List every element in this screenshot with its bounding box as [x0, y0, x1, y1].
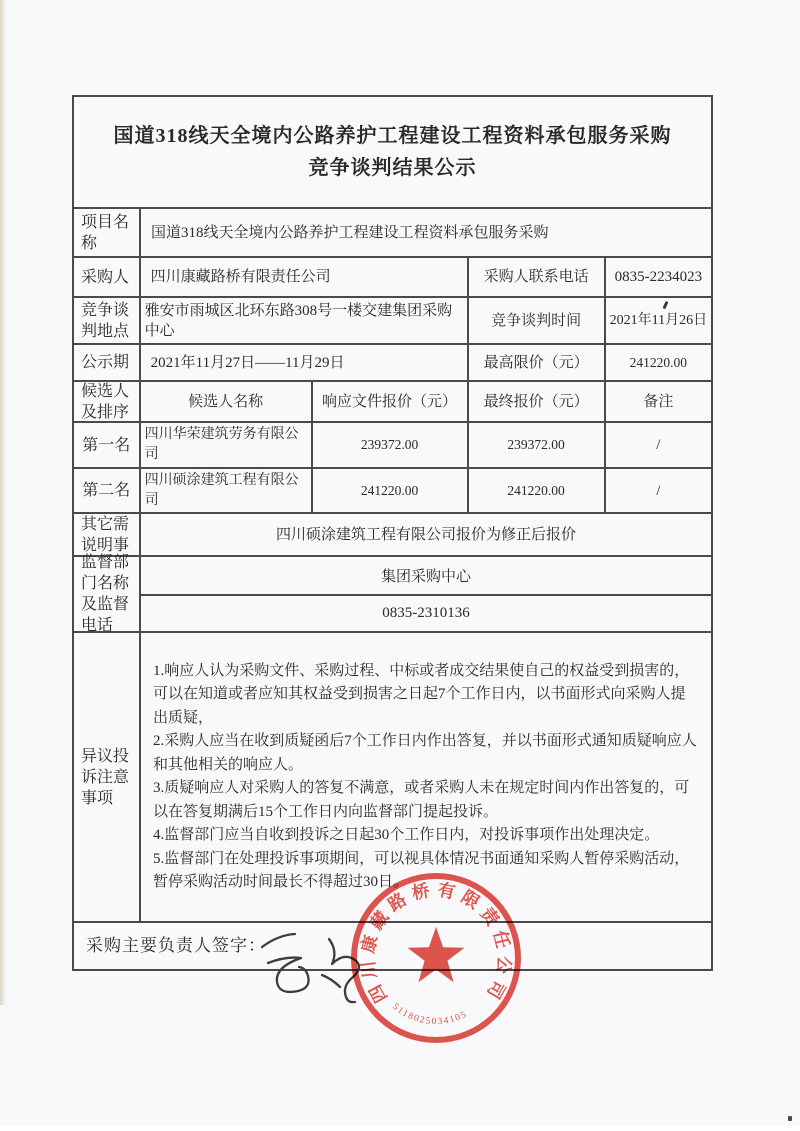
row-purchaser — [74, 256, 711, 296]
other-notes-label: 其它需说明事 — [81, 515, 130, 554]
supervision-department: 集团采购中心 — [380, 569, 471, 585]
candidate-1-final-price: 239372.00 — [467, 423, 604, 467]
candidate-2-rank: 第二名 — [82, 482, 131, 499]
table-row-candidate-1 — [74, 421, 711, 467]
purchaser-phone-label: 采购人联系电话 — [467, 258, 604, 296]
col-header-final-price: 最终报价（元） — [467, 382, 604, 421]
row-negotiation — [74, 296, 711, 343]
ink-mark-artifact — [662, 301, 668, 309]
announcement-table — [72, 95, 713, 971]
col-header-remark: 备注 — [604, 382, 711, 421]
other-notes-value: 四川硕涂建筑工程有限公司报价为修正后报价 — [139, 514, 711, 555]
row-publicity-period — [74, 343, 711, 380]
publicity-period-value: 2021年11月27日——11月29日 — [139, 345, 467, 380]
col-header-doc-price: 响应文件报价（元） — [311, 382, 467, 421]
purchaser-label: 采购人 — [81, 268, 130, 286]
objection-item-5: 5.监督部门在处理投诉事项期间，可以视具体情况书面通知采购人暂停采购活动，暂停采购活动时间最长不得超过30日。 — [153, 850, 690, 890]
signature-stroke-2 — [268, 958, 309, 992]
negotiation-place-label: 竞争谈判地点 — [81, 301, 130, 340]
supervision-label: 监督部门名称及监督电话 — [81, 554, 130, 634]
negotiation-time-label: 竞争谈判时间 — [467, 298, 604, 343]
purchaser-phone-value: 0835-2234023 — [604, 258, 711, 296]
negotiation-time-value — [604, 298, 711, 343]
candidate-1-doc-price: 239372.00 — [311, 423, 467, 467]
max-price-value: 241220.00 — [604, 345, 711, 380]
seal-company-textpath: 四川康藏路桥有限责任公司 — [357, 879, 515, 1008]
candidate-1-remark: / — [604, 423, 711, 467]
project-name-label: 项目名称 — [81, 213, 130, 252]
objection-item-4: 4.监督部门应当自收到投诉之日起30个工作日内，对投诉事项作出处理决定。 — [153, 827, 660, 843]
objection-item-3: 3.质疑响应人对采购人的答复不满意，或者采购人未在规定时间内作出答复的，可以在答复期满后15个工作日内向监督部门提起投诉。 — [153, 780, 690, 820]
supervision-values — [139, 557, 711, 631]
candidate-2-doc-price: 241220.00 — [311, 469, 467, 512]
signature-label: 采购主要负责人签字： — [86, 936, 266, 955]
company-seal — [330, 852, 542, 1064]
objection-item-2: 2.采购人应当在收到质疑函后7个工作日内作出答复，并以书面形式通知质疑响应人和其他相关的响应人。 — [153, 733, 697, 773]
supervision-phone: 0835-2310136 — [141, 594, 711, 631]
row-candidate-header — [74, 380, 711, 421]
seal-star-icon — [408, 927, 465, 982]
candidates-label: 候选人及排序 — [81, 382, 130, 421]
objection-label: 异议投诉注意事项 — [81, 747, 130, 807]
candidate-1-name: 四川华荣建筑劳务有限公司 — [139, 423, 311, 467]
objection-item-1: 1.响应人认为采购文件、采购过程、中标或者成交结果使自己的权益受到损害的，可以在知道或者应知其权益受到损害之日起7个工作日内，以书面形式向采购人提出质疑， — [153, 662, 690, 726]
document-title — [74, 97, 711, 207]
purchaser-value: 四川康藏路桥有限责任公司 — [139, 258, 467, 296]
candidate-2-final-price: 241220.00 — [467, 469, 604, 512]
title-line-1: 国道318线天全境内公路养护工程建设工程资料承包服务采购 — [113, 125, 672, 147]
seal-serial-text — [390, 1002, 469, 1027]
row-supervision — [74, 554, 711, 634]
negotiation-place-value: 雅安市雨城区北环东路308号一楼交建集团采购中心 — [139, 298, 467, 343]
signature-stroke-1 — [262, 934, 295, 947]
candidate-2-name: 四川硕涂建筑工程有限公司 — [139, 469, 311, 512]
negotiation-time-text: 2021年11月26日 — [609, 312, 708, 328]
candidate-1-rank: 第一名 — [82, 436, 131, 454]
table-row-candidate-2 — [74, 467, 711, 512]
scan-edge-artifact-bottom — [0, 1126, 800, 1131]
row-other-notes — [74, 512, 711, 555]
max-price-label: 最高限价（元） — [467, 345, 604, 380]
seal-serial-textpath: 5118025034105 — [390, 1001, 470, 1028]
publicity-period-label: 公示期 — [81, 354, 130, 371]
title-line-2: 竞争谈判结果公示 — [308, 157, 477, 179]
row-project-name — [74, 207, 711, 256]
candidate-2-remark: / — [604, 469, 711, 512]
project-name-value: 国道318线天全境内公路养护工程建设工程资料承包服务采购 — [139, 209, 711, 256]
scan-edge-artifact-left — [0, 0, 6, 1005]
scan-speck-artifact — [788, 1116, 792, 1121]
col-header-candidate-name: 候选人名称 — [139, 382, 311, 421]
